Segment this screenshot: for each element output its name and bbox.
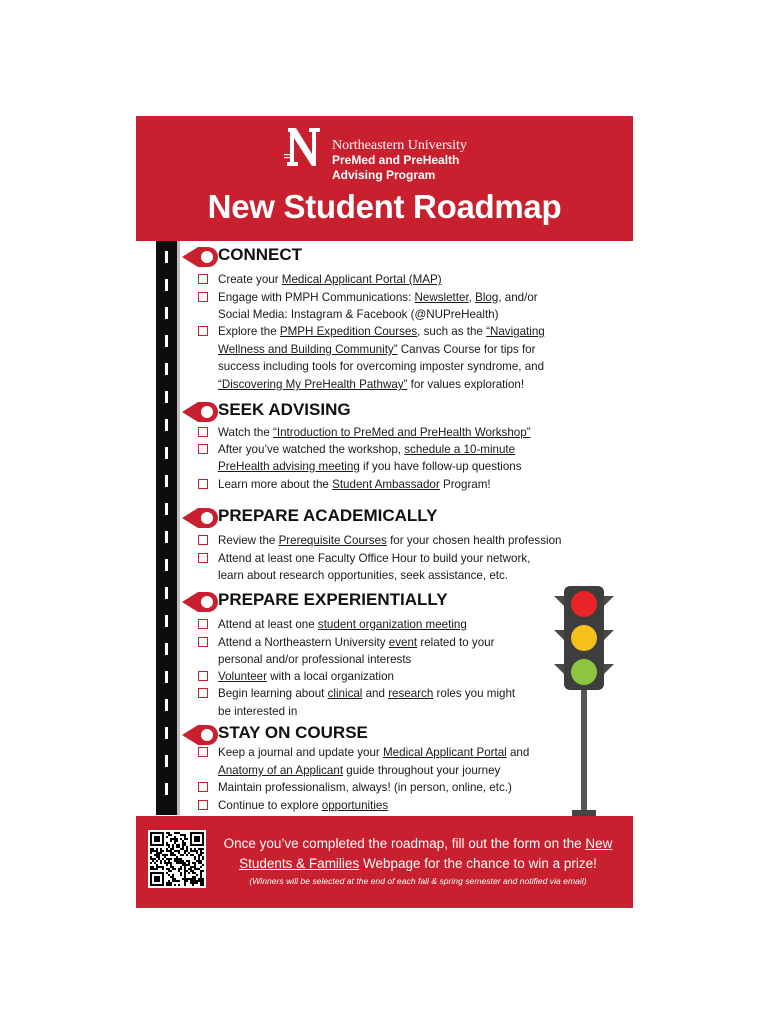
link[interactable]: opportunities <box>321 799 389 812</box>
checkbox-icon[interactable] <box>198 637 208 647</box>
checkbox-icon[interactable] <box>198 479 208 489</box>
road-dash <box>165 615 168 627</box>
footer-text-line-2: Students & Families Webpage for the chance to win a prize! <box>239 856 597 871</box>
footer-text-line-1: Once you’ve completed the roadmap, fill out the form on the New <box>223 836 613 851</box>
road-dash <box>165 671 168 683</box>
link[interactable]: Newsletter <box>414 291 469 304</box>
section-title: PREPARE EXPERIENTIALLY <box>218 590 448 609</box>
checkbox-icon[interactable] <box>198 747 208 757</box>
university-name: Northeastern University <box>332 138 467 153</box>
footer-banner <box>136 816 633 908</box>
checkbox-icon[interactable] <box>198 326 208 336</box>
link[interactable]: Blog <box>475 291 499 304</box>
header-banner <box>136 116 633 241</box>
link[interactable]: clinical <box>327 687 363 700</box>
link[interactable]: “Introduction to PreMed and PreHealth Workshop” <box>273 426 531 439</box>
road-dash <box>165 447 168 459</box>
link[interactable]: Wellness and Building Community” <box>218 343 398 356</box>
footer-note: (Winners will be selected at the end of each fall & spring semester and notified via email) <box>249 876 587 886</box>
traffic-light <box>552 586 616 818</box>
roadmap-poster: Northeastern University PreMed and PreHealth Advising Program New Student Roadmap CONNECT Create your Medical Applicant Portal (MAP) Engage with PMPH Communications: Newsletter, Blog, and/or Social Media: Instagram & Facebook (@NUPreHealth) Explore the PMPH Expedition Courses, such as the “Navigating Wellness and Building Community” Canvas Course for tips for success including tools for overcoming imposter syndrome, and “Discovering My PreHealth Pathway” for values exploration! SEEK ADVISING Watch the “Introduction to PreMed and PreHealth Workshop” After you’ve watched the workshop, schedule a 10-minute PreHealth advising meeting if you have follow-up questions Learn more about the Student Ambassador Program! PREPARE ACADEMICALLY Review the Prerequisite Courses for your chosen health profession Attend at least one Faculty Office Hour to build your network, learn about research opportunities, seek assistance, etc. PREPARE EXPERIENTIALLY Attend at least one student organization meeting Attend a Northeastern University event related to your personal and/or professional interests Volunteer with a local organization Begin learning about clinical and research roles you might be interested in STAY ON COURSE Keep a journal and update your Medical Applicant Portal and Anatomy of an Applicant guide throughout your journey Maintain professionalism, always! (in person, online, etc.) Continue to explore opportunities Once you’ve completed the roadmap, fill out the form on the New Students & Families Webpage for the chance to win a prize! (Winners will be selected at the end of each fall & spring semester and notified via email) <box>136 116 633 908</box>
link[interactable]: “Navigating <box>486 325 545 338</box>
new-students-link[interactable]: New <box>585 836 613 851</box>
map-pin-icon <box>180 244 218 270</box>
section-title: CONNECT <box>218 245 303 264</box>
link[interactable]: event <box>388 636 418 649</box>
section-title: SEEK ADVISING <box>218 400 351 419</box>
program-line-2: Advising Program <box>332 168 436 182</box>
section-title: STAY ON COURSE <box>218 723 368 742</box>
checkbox-icon[interactable] <box>198 800 208 810</box>
page-title: New Student Roadmap <box>207 188 562 225</box>
checkbox-icon[interactable] <box>198 553 208 563</box>
road-dash <box>165 699 168 711</box>
road-dash <box>165 587 168 599</box>
checkbox-icon[interactable] <box>198 782 208 792</box>
checkbox-icon[interactable] <box>198 671 208 681</box>
road-dash <box>165 783 168 795</box>
link[interactable]: Medical Applicant Portal (MAP) <box>281 273 442 286</box>
map-pin-icon <box>180 722 218 748</box>
link[interactable]: student organization meeting <box>317 618 467 631</box>
link[interactable]: PMPH Expedition Courses <box>279 325 418 338</box>
link[interactable]: Volunteer <box>218 670 267 683</box>
program-line-1: PreMed and PreHealth <box>332 153 460 167</box>
green-light <box>571 659 597 685</box>
road-dash <box>165 503 168 515</box>
road-dash <box>165 251 168 263</box>
link[interactable]: Student Ambassador <box>332 478 440 491</box>
map-pin-icon <box>180 589 218 615</box>
brand-block <box>332 138 467 183</box>
road-dash <box>165 335 168 347</box>
checkbox-icon[interactable] <box>198 535 208 545</box>
road-dash <box>165 419 168 431</box>
checkbox-icon[interactable] <box>198 427 208 437</box>
road-dash <box>165 307 168 319</box>
road-dash <box>165 531 168 543</box>
northeastern-n-logo <box>282 124 326 168</box>
checkbox-icon[interactable] <box>198 292 208 302</box>
link[interactable]: schedule a 10-minute <box>404 443 516 456</box>
road-dash <box>165 559 168 571</box>
link[interactable]: Medical Applicant Portal <box>383 746 507 759</box>
qr-code[interactable] <box>148 830 206 888</box>
road-dash <box>165 643 168 655</box>
red-light <box>571 591 597 617</box>
checkbox-icon[interactable] <box>198 619 208 629</box>
link[interactable]: Prerequisite Courses <box>278 534 387 547</box>
road-dash <box>165 279 168 291</box>
road-dash <box>165 475 168 487</box>
section-title: PREPARE ACADEMICALLY <box>218 506 438 525</box>
road-dash <box>165 755 168 767</box>
map-pin-icon <box>180 399 218 425</box>
checkbox-icon[interactable] <box>198 444 208 454</box>
link[interactable]: “Discovering My PreHealth Pathway” <box>218 378 408 391</box>
map-pin-icon <box>180 505 218 531</box>
link[interactable]: research <box>388 687 434 700</box>
checkbox-icon[interactable] <box>198 688 208 698</box>
link[interactable]: PreHealth advising meeting <box>218 460 360 473</box>
road-dash <box>165 727 168 739</box>
yellow-light <box>571 625 597 651</box>
road-dash <box>165 391 168 403</box>
new-students-link[interactable]: Students & Families <box>239 856 360 871</box>
checkbox-icon[interactable] <box>198 274 208 284</box>
road-dash <box>165 363 168 375</box>
link[interactable]: Anatomy of an Applicant <box>218 764 344 777</box>
